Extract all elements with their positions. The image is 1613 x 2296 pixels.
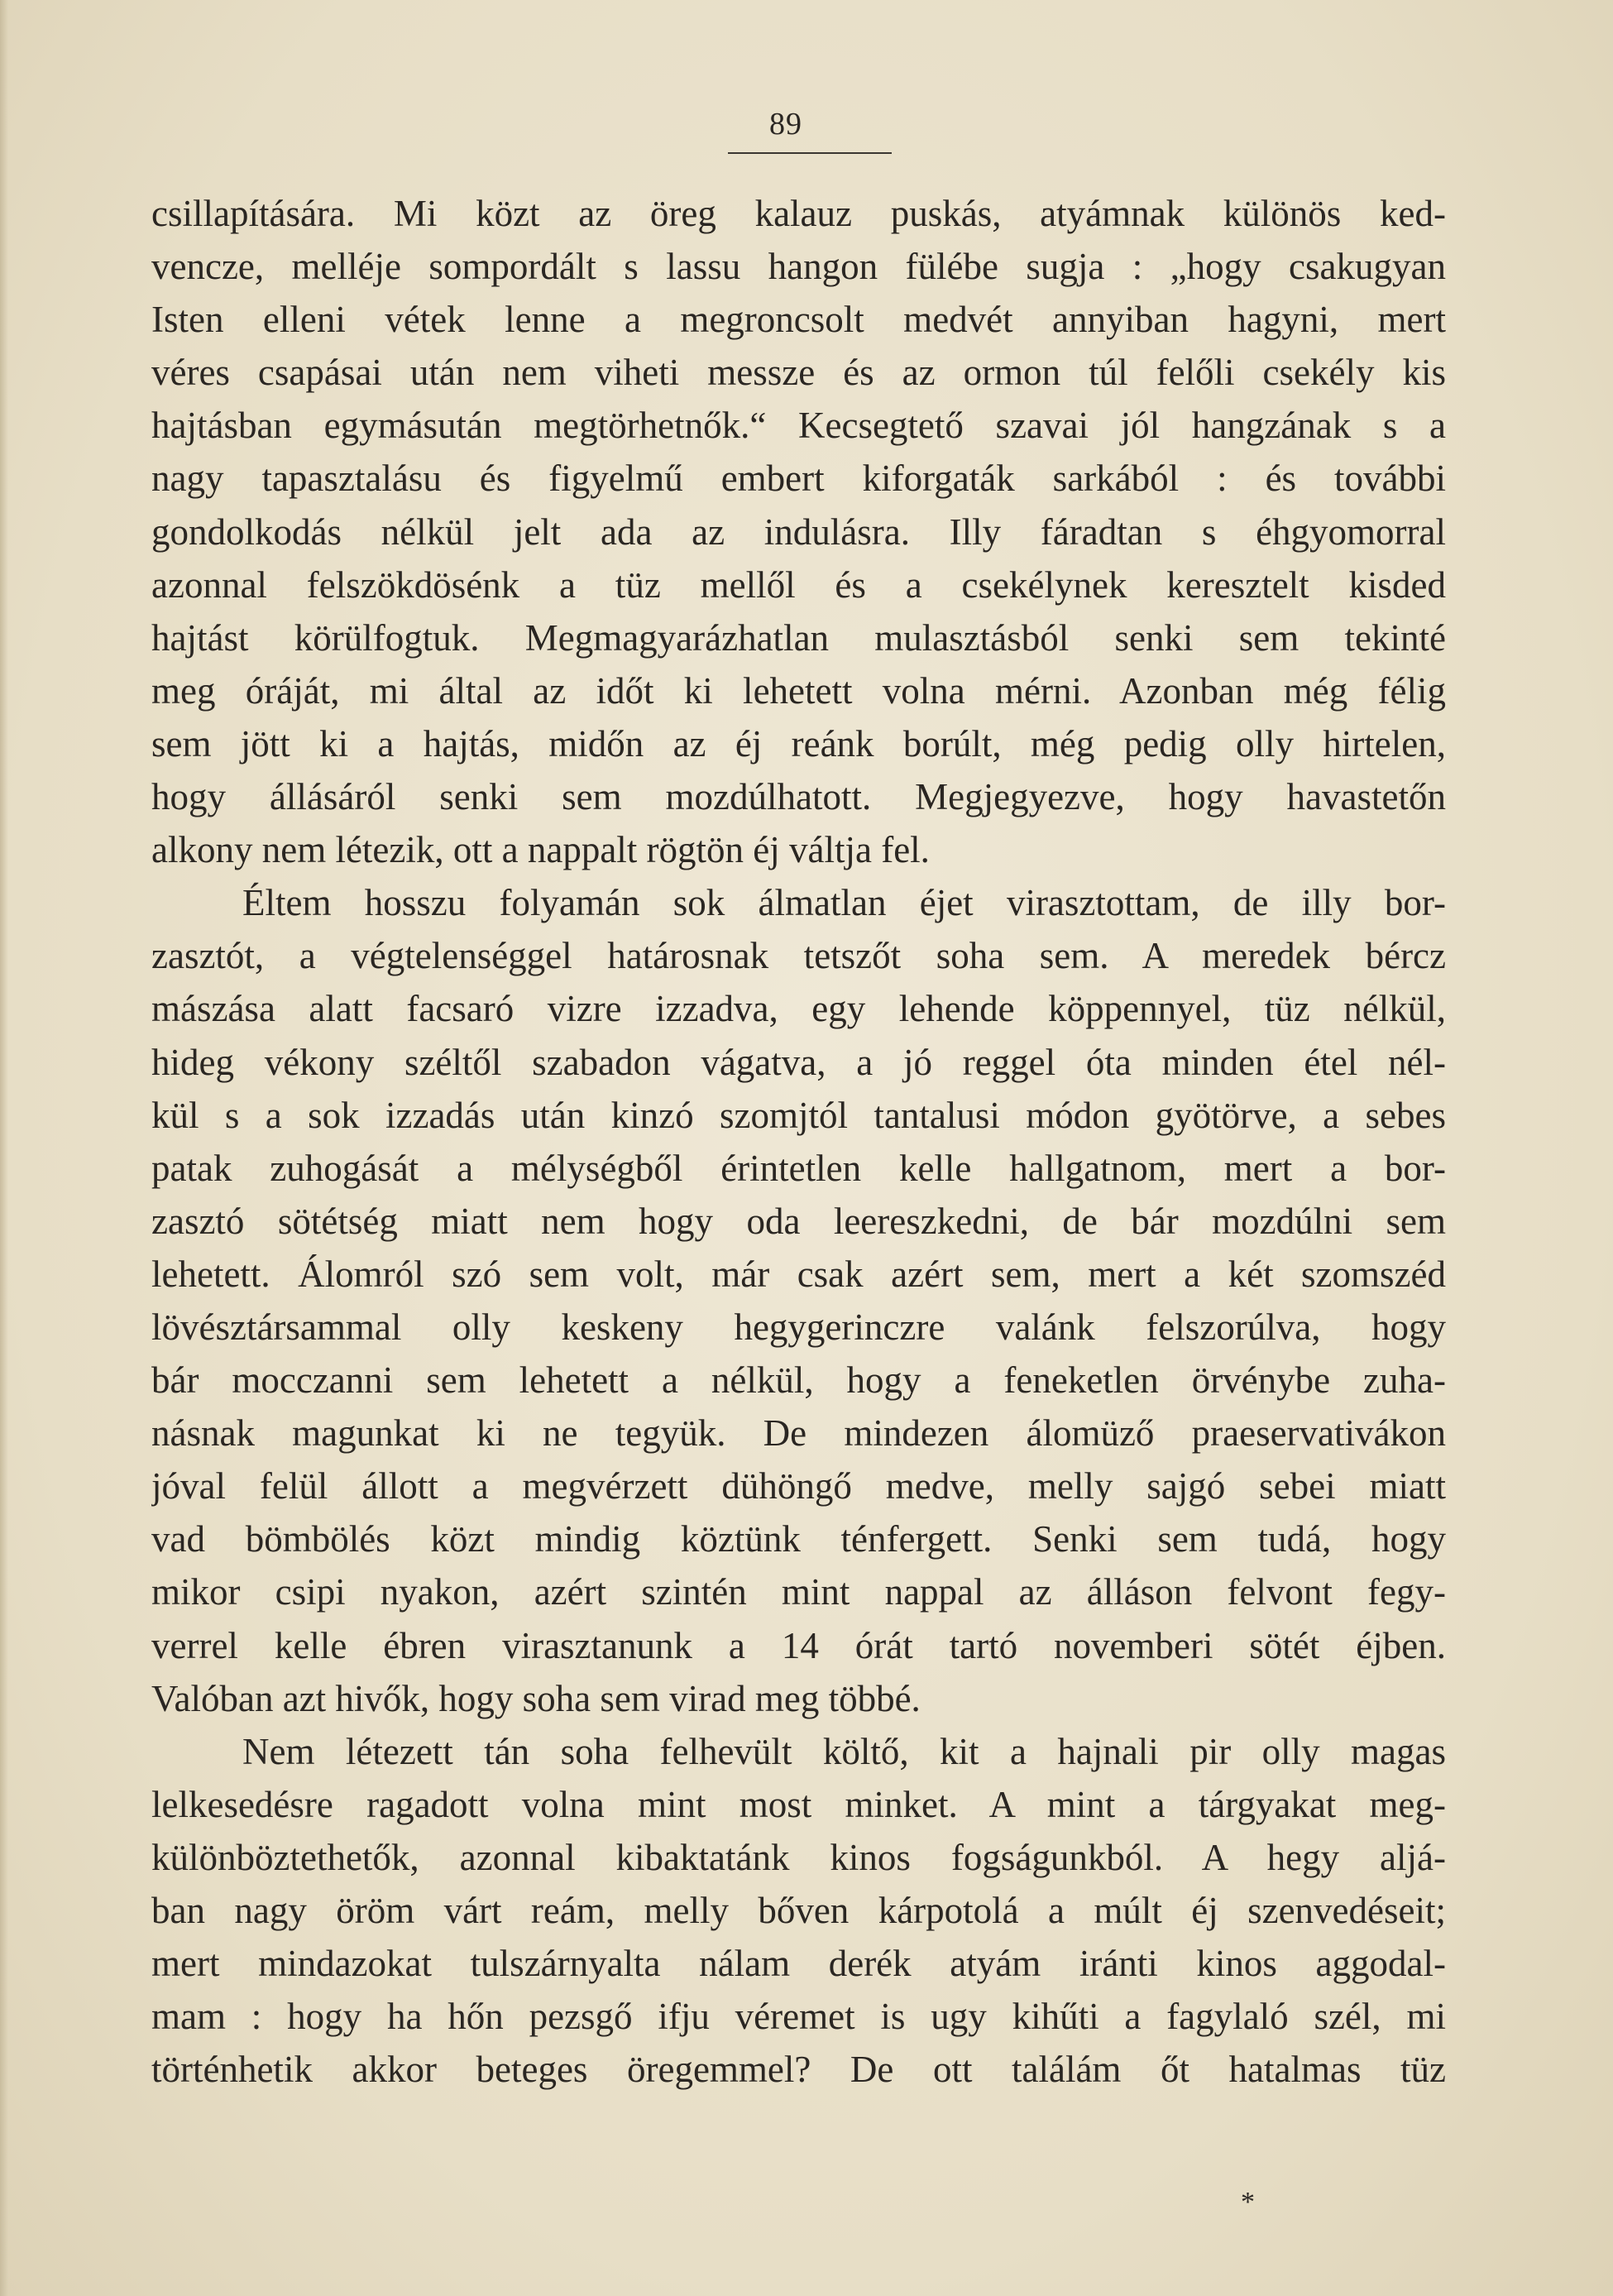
text-line: zasztó sötétség miatt nem hogy oda leereszkedni, de bár mozdúlni sem: [151, 1200, 1446, 1242]
text-line: hideg vékony széltől szabadon vágatva, a jó reggel óta minden étel nél-: [151, 1041, 1446, 1083]
text-line: sem jött ki a hajtás, midőn az éj reánk borúlt, még pedig olly hirtelen,: [151, 722, 1446, 765]
text-line: zasztót, a végtelenséggel határosnak tetszőt soha sem. A meredek bércz: [151, 935, 1446, 977]
text-line: lövésztársammal olly keskeny hegygerinczre valánk felszorúlva, hogy: [151, 1306, 1446, 1348]
text-line: Isten elleni vétek lenne a megroncsolt medvét annyiban hagyni, mert: [151, 299, 1446, 341]
text-line: Nem létezett tán soha felhevült költő, kit a hajnali pir olly magas: [242, 1730, 1446, 1772]
text-line: azonnal felszökdösénk a tüz mellől és a csekélynek keresztelt kisded: [151, 563, 1446, 606]
text-line: patak zuhogását a mélységből érintetlen kelle hallgatnom, mert a bor-: [151, 1147, 1446, 1189]
text-line: különböztethetők, azonnal kibaktatánk kinos fogságunkból. A hegy aljá-: [151, 1836, 1446, 1878]
text-line: történhetik akkor beteges öregemmel? De ott találám őt hatalmas tüz: [151, 2049, 1446, 2091]
signature-mark: *: [1241, 2187, 1255, 2217]
text-line: csillapítására. Mi közt az öreg kalauz puskás, atyámnak különös ked-: [151, 193, 1446, 234]
text-line: hogy állásáról senki sem mozdúlhatott. Megjegyezve, hogy havastetőn: [151, 776, 1446, 818]
text-line: kül s a sok izzadás után kinzó szomjtól tantalusi módon gyötörve, a sebes: [151, 1094, 1446, 1136]
text-line: bár mocczanni sem lehetett a nélkül, hogy a feneketlen örvénybe zuha-: [151, 1359, 1446, 1402]
body-text: [151, 187, 1446, 2096]
text-line: hajtást körülfogtuk. Megmagyarázhatlan mulasztásból senki sem tekinté: [151, 616, 1446, 659]
text-line: vad bömbölés közt mindig köztünk ténfergett. Senki sem tudá, hogy: [151, 1518, 1446, 1560]
text-line: alkony nem létezik, ott a nappalt rögtön éj váltja fel.: [151, 829, 930, 871]
text-line: vencze, melléje sompordált s lassu hangon fülébe sugja : „hogy csakugyan: [151, 246, 1446, 288]
text-line: Valóban azt hivők, hogy soha sem virad meg többé.: [151, 1677, 921, 1719]
text-line: mászása alatt facsaró vizre izzadva, egy lehende köppennyel, tüz nélkül,: [151, 988, 1446, 1030]
text-line: mert mindazokat tulszárnyalta nálam derék atyám iránti kinos aggodal-: [151, 1943, 1446, 1985]
header-rule: [728, 152, 892, 154]
text-line: ban nagy öröm várt reám, melly bőven kárpotolá a múlt éj szenvedéseit;: [151, 1890, 1446, 1931]
text-line: lelkesedésre ragadott volna mint most minket. A mint a tárgyakat meg-: [151, 1783, 1446, 1825]
text-line: hajtásban egymásután megtörhetnők.“ Kecsegtető szavai jól hangzának s a: [151, 405, 1446, 447]
text-line: véres csapásai után nem viheti messze és az ormon túl felőli csekély kis: [151, 352, 1446, 394]
text-line: jóval felül állott a megvérzett dühöngő medve, melly sajgó sebei miatt: [151, 1465, 1446, 1507]
text-line: násnak magunkat ki ne tegyük. De mindezen álomüző praeservativákon: [151, 1412, 1446, 1455]
text-line: nagy tapasztalásu és figyelmű embert kiforgaták sarkából : és további: [151, 458, 1446, 500]
text-line: Éltem hosszu folyamán sok álmatlan éjet virasztottam, de illy bor-: [242, 882, 1446, 924]
page-binding-edge: [0, 0, 8, 2296]
text-line: verrel kelle ébren virasztanunk a 14 órát tartó novemberi sötét éjben.: [151, 1624, 1446, 1666]
text-line: gondolkodás nélkül jelt ada az indulásra. Illy fáradtan s éhgyomorral: [151, 510, 1446, 553]
text-line: meg óráját, mi által az időt ki lehetett volna mérni. Azonban még félig: [151, 669, 1446, 712]
text-line: mam : hogy ha hőn pezsgő ifju véremet is ugy kihűti a fagylaló szél, mi: [151, 1996, 1446, 2038]
page-number: 89: [769, 107, 802, 141]
text-line: lehetett. Álomról szó sem volt, már csak azért sem, mert a két szomszéd: [151, 1253, 1446, 1295]
text-line: mikor csipi nyakon, azért szintén mint nappal az álláson felvont fegy-: [151, 1571, 1446, 1613]
